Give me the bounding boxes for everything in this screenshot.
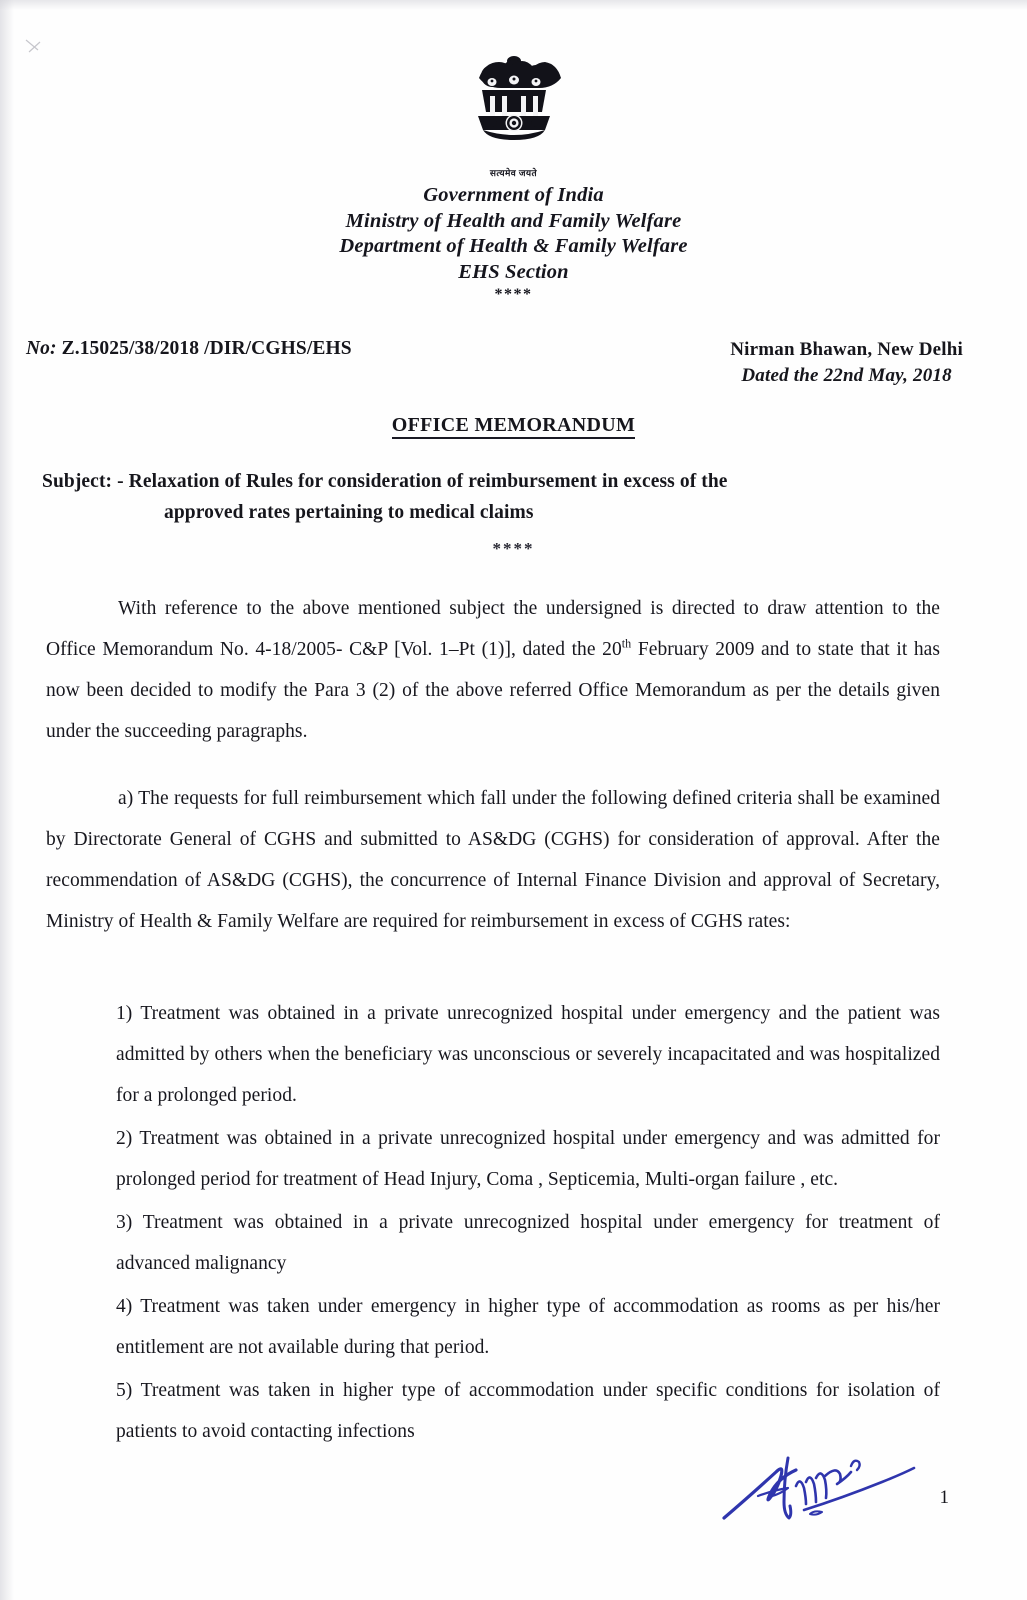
letterhead-line-department: Department of Health & Family Welfare bbox=[339, 235, 688, 257]
paragraph-clause-a: a) The requests for full reimbursement which fall under the following defined criteria shall be examined by Directorate General of CGHS and submitted to AS&DG (CGHS) for consideration of approval. After the recommendation of AS&DG (CGHS), the concurrence of Internal Finance Division and approval of Secretary, Ministry of Health & Family Welfare are required for reimbursement in excess of CGHS rates: bbox=[46, 788, 940, 932]
paragraph-intro bbox=[46, 588, 940, 752]
paragraph-intro-part1: With reference to the above mentioned subject the undersigned is directed to draw attention to the Office Memorandum No. 4-18/2005- C&P [Vol. 1–Pt (1)], dated the 20 bbox=[46, 598, 940, 660]
subject-line-1: Subject: - Relaxation of Rules for consideration of reimbursement in excess of the bbox=[42, 471, 728, 492]
reference-number-label: No: bbox=[26, 338, 57, 359]
dateline bbox=[730, 337, 963, 389]
emblem-caption: सत्यमेव जयते bbox=[489, 168, 538, 178]
body-text bbox=[46, 588, 940, 968]
list-item: 1) Treatment was obtained in a private unrecognized hospital under emergency and the patient was admitted by others when the beneficiary was unconscious or severely incapacitated and was hospitalized for a prolonged period. bbox=[116, 1003, 940, 1106]
page-title bbox=[0, 414, 1027, 437]
section-star-separator: **** bbox=[492, 539, 535, 558]
letterhead bbox=[0, 183, 1027, 304]
scan-edge-shadow-top bbox=[0, 0, 1027, 10]
letterhead-line-government: Government of India bbox=[423, 184, 604, 206]
dateline-date: Dated the 22nd May, 2018 bbox=[741, 365, 952, 386]
list-item: 4) Treatment was taken under emergency in higher type of accommodation as rooms as per his/her entitlement are not available during that period. bbox=[116, 1296, 940, 1358]
national-emblem-block bbox=[0, 52, 1027, 179]
page-title-text: OFFICE MEMORANDUM bbox=[392, 414, 635, 439]
india-state-emblem-icon bbox=[466, 52, 562, 160]
subject-line bbox=[42, 466, 942, 528]
list-item: 2) Treatment was obtained in a private unrecognized hospital under emergency and was admitted for prolonged period for treatment of Head Injury, Coma , Septicemia, Multi-organ failure , etc. bbox=[116, 1128, 940, 1190]
letterhead-line-section: EHS Section bbox=[458, 260, 569, 283]
list-item: 5) Treatment was taken in higher type of accommodation under specific conditions for isolation of patients to avoid contacting infections bbox=[116, 1380, 940, 1442]
ordinal-superscript: th bbox=[621, 636, 632, 651]
letterhead-line-ministry: Ministry of Health and Family Welfare bbox=[345, 209, 682, 232]
paragraph-intro-part2: February 2009 and to state that it has now been decided to modify the Para 3 (2) of the above referred Office Memorandum as per the details given under the succeeding paragraphs. bbox=[46, 639, 941, 742]
reference-number bbox=[26, 338, 352, 360]
page-number: 1 bbox=[939, 1487, 949, 1508]
letterhead-star-separator: **** bbox=[494, 286, 533, 303]
reference-number-value: Z.15025/38/2018 /DIR/CGHS/EHS bbox=[61, 338, 352, 359]
dateline-place: Nirman Bhawan, New Delhi bbox=[730, 339, 963, 360]
criteria-list bbox=[116, 993, 940, 1454]
subject-line-2: approved rates pertaining to medical claims bbox=[164, 502, 534, 523]
list-item: 3) Treatment was obtained in a private unrecognized hospital under emergency for treatment of advanced malignancy bbox=[116, 1212, 940, 1274]
